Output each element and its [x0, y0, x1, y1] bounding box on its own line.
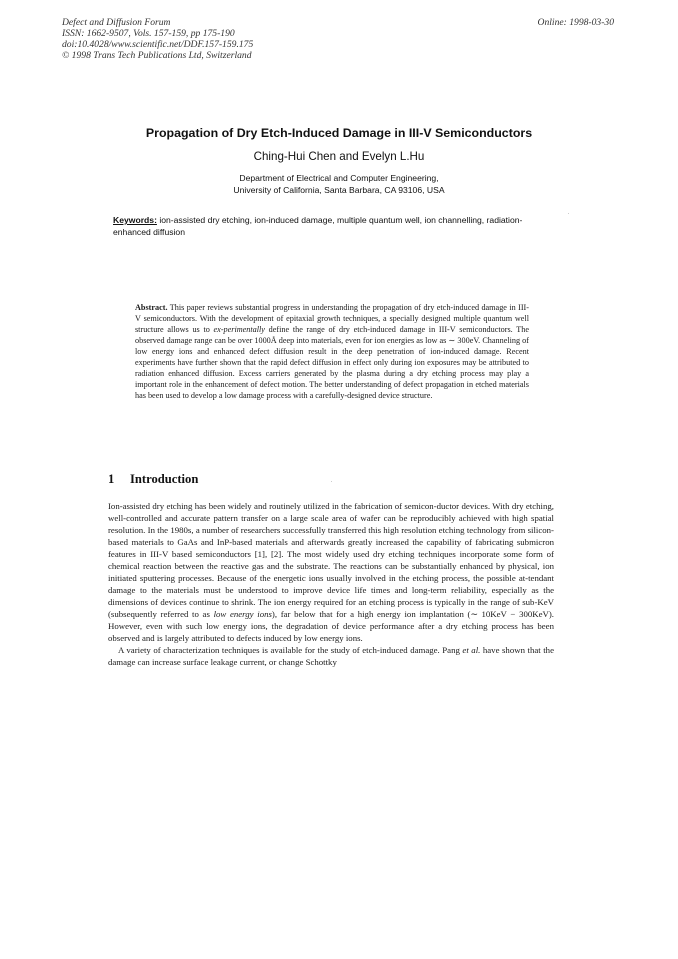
abstract-label: Abstract.: [135, 303, 168, 312]
affiliation: [40, 173, 638, 196]
copyright-line: © 1998 Trans Tech Publications Ltd, Switzerland: [62, 50, 252, 61]
abstract-text-1: This paper reviews substantial progress in understanding the propagation of dry etch-induced damage in III-V semiconductors. With the development of epitaxial growth techniques, a specially designed multiple quantum well structure allows us to: [135, 303, 529, 334]
scan-speck: [568, 213, 569, 214]
abstract: [135, 302, 529, 401]
intro-p1-text-b: ), far below that for a high energy ion implantation (∼ 10KeV − 300KeV). However, even with such low energy ions, the degradation of device performance after a dry etching process has been observed and is largely attributed to defects induced by low energy ions.: [108, 609, 554, 643]
authors: Ching-Hui Chen and Evelyn L.Hu: [253, 150, 425, 163]
affiliation-line-1: Department of Electrical and Computer Engineering,: [239, 173, 439, 183]
section-heading: [108, 472, 198, 487]
abstract-emphasis: ex-perimentally: [213, 325, 265, 334]
doi-line: doi:10.4028/www.scientific.net/DDF.157-159.175: [62, 39, 254, 50]
journal-name: Defect and Diffusion Forum: [62, 17, 171, 28]
keywords: [113, 215, 533, 238]
keywords-label: Keywords:: [113, 215, 157, 225]
keywords-text: ion-assisted dry etching, ion-induced damage, multiple quantum well, ion channelling, radiation-enhanced diffusion: [113, 215, 523, 237]
intro-p1-emphasis: low energy ions: [213, 609, 272, 619]
introduction-body: [108, 500, 554, 668]
abstract-text-2: define the range of dry etch-induced damage in III-V semiconductors. The observed damage range can be over 1000Å deep into materials, even for ion energies as low as ∼ 300eV. Channeling of low energy ions and enhanced defect diffusion result in the deep penetration of ion-induced damage. Recent experiments have further shown that the rapid defect diffusion in effect only during ion exposures may be attributed to radiation enhanced diffusion. Excess carriers generated by the plasma during a dry etching process may play a important role in the enhancement of defect motion. The better understanding of defect propagation in etched materials has been used to develop a low damage process with a carefully-designed device structure.: [135, 325, 530, 400]
paper-title: Propagation of Dry Etch-Induced Damage in III-V Semiconductors: [145, 126, 533, 140]
intro-paragraph-1: [108, 500, 554, 644]
intro-p2-text-a: A variety of characterization techniques is available for the study of etch-induced damage. Pang: [118, 645, 460, 655]
intro-p2-emphasis: et al.: [462, 645, 481, 655]
intro-paragraph-2: [108, 644, 554, 668]
section-title: Introduction: [130, 472, 199, 486]
scan-speck: [331, 481, 332, 482]
intro-p1-text-a: Ion-assisted dry etching has been widely and routinely utilized in the fabrication of semicon-ductor devices. With dry etching, well-controlled and accurate pattern transfer on a large scale area of wafer can be reproducibly achieved with high spatial resolution. In the 1980s, a number of researchers successfully transferred this high resolution etching technology from silicon-based materials to GaAs and InP-based materials and afterwards greatly increased the capability of fabricating submicron features in III-V based semiconductors [1], [2]. The most widely used dry etching techniques incorporate some form of chemical reaction between the reactive gas and the substrate. The reactions can be substantially enhanced by physical, ion initiated sputtering processes. Because of the energetic ions usually involved in the etching process, the possible at-tendant damage to the materials must be understood to improve device life times and long-term reliability, especially as the dimensions of devices continue to shrink. The ion energy required for an etching process is typically in the range of sub-KeV (subsequently referred to as: [108, 501, 554, 619]
online-date: Online: 1998-03-30: [537, 17, 614, 28]
affiliation-line-2: University of California, Santa Barbara, CA 93106, USA: [233, 184, 445, 195]
journal-header: [62, 17, 422, 61]
issn-line: ISSN: 1662-9507, Vols. 157-159, pp 175-190: [62, 28, 235, 39]
section-number: 1: [108, 472, 115, 486]
intro-p2-text-b: have shown that the damage can increase surface leakage current, or change Schottky: [108, 645, 554, 667]
